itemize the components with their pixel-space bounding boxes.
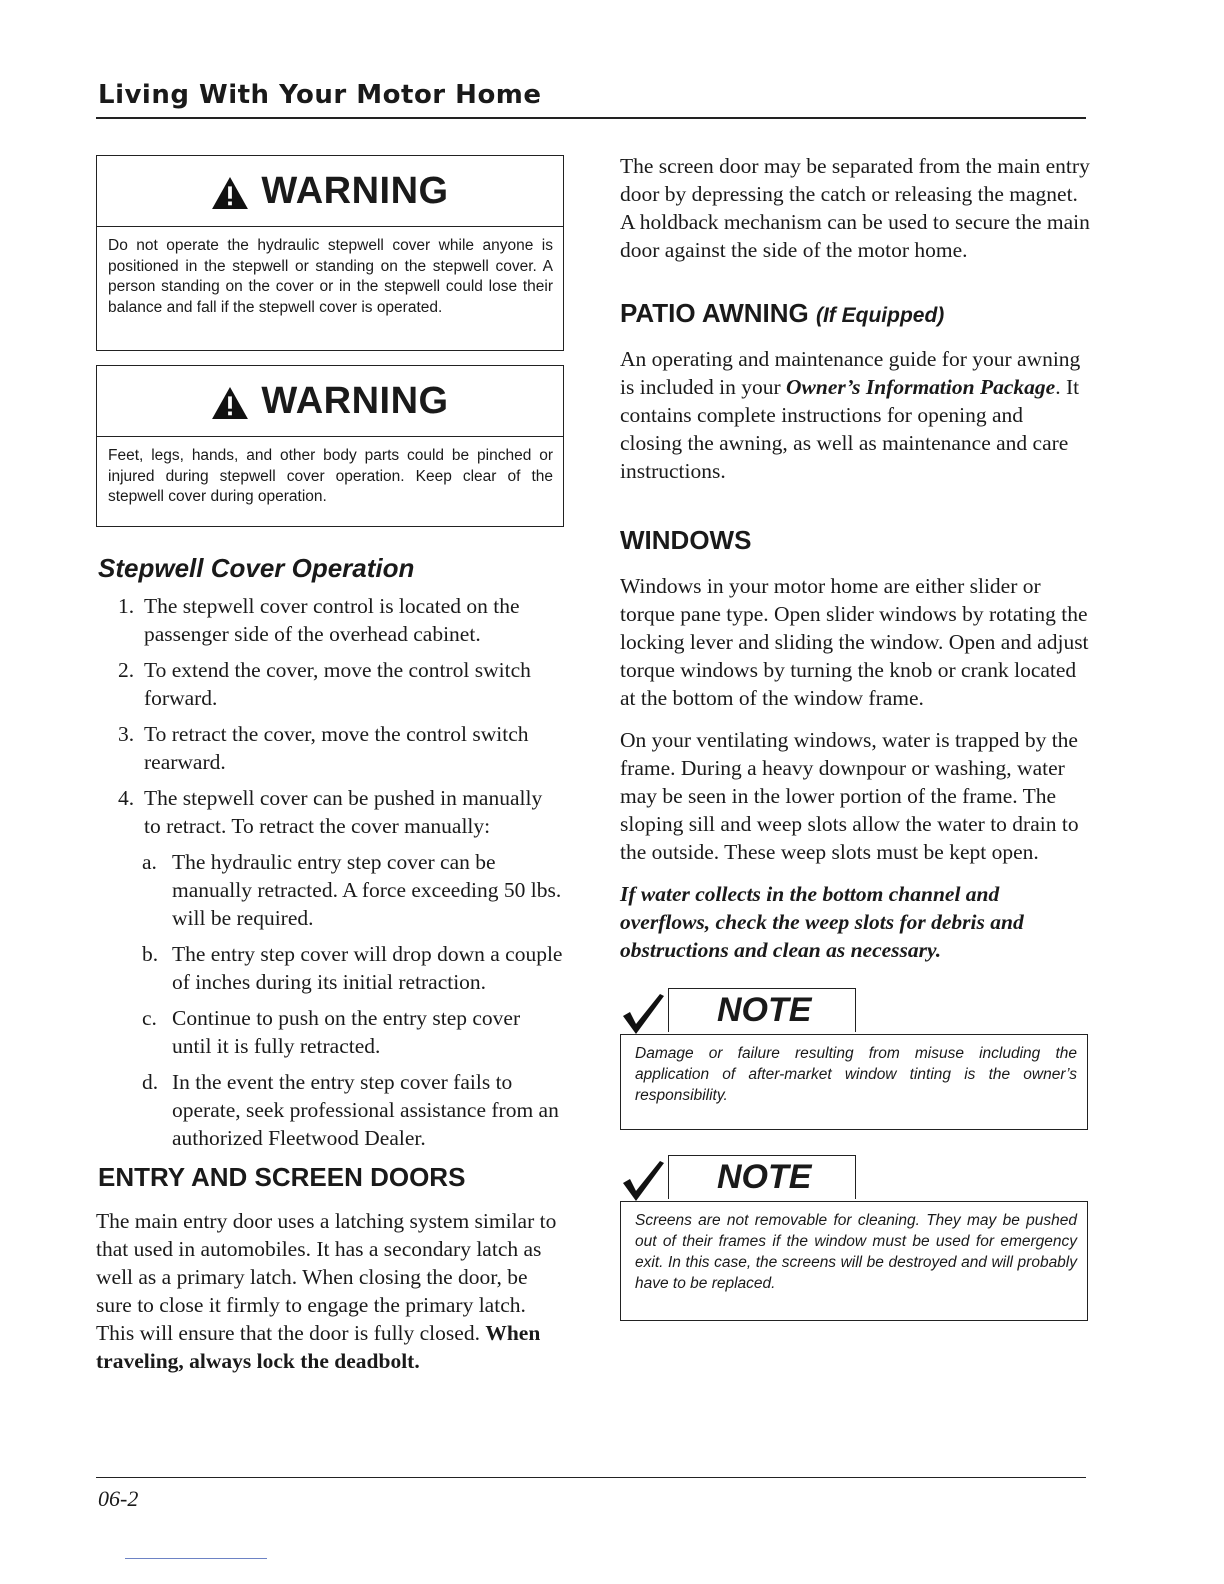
note-text: Screens are not removable for cleaning. They may be pushed out of their frames if the window must be used for emergency exit. In this case, the screens will be destroyed and will probably have to be replaced. bbox=[620, 1201, 1088, 1321]
screen-door-paragraph: The screen door may be separated from the main entry door by depressing the catch or releasing the magnet. A holdback mechanism can be used to secure the main door against the side of the motor home. bbox=[620, 154, 1090, 262]
list-item bbox=[96, 656, 564, 712]
substep-letter: b. bbox=[142, 942, 159, 966]
step-text: To extend the cover, move the control switch forward. bbox=[144, 658, 531, 710]
step-number: 3. bbox=[118, 722, 135, 746]
entry-doors-heading: ENTRY AND SCREEN DOORS bbox=[98, 1162, 466, 1192]
left-column bbox=[96, 155, 564, 1375]
patio-awning-title: PATIO AWNING bbox=[620, 298, 809, 328]
windows-heading: WINDOWS bbox=[620, 525, 752, 555]
scan-artifact-line bbox=[125, 1558, 267, 1559]
step-number: 2. bbox=[118, 658, 135, 682]
note-block-screens bbox=[620, 1155, 1090, 1325]
list-item bbox=[142, 940, 564, 996]
windows-paragraph-3: If water collects in the bottom channel and overflows, check the weep slots for debris and obstructions and clean as necessary. bbox=[620, 882, 1024, 962]
patio-awning-text-before: An operating and maintenance guide for your awning is included in your bbox=[620, 347, 1081, 399]
note-label: NOTE bbox=[668, 1155, 856, 1199]
list-item bbox=[142, 848, 564, 932]
patio-awning-emphasis: Owner’s Information Package bbox=[786, 375, 1056, 399]
list-item bbox=[142, 1068, 564, 1152]
substep-text: The hydraulic entry step cover can be manually retracted. A force exceeding 50 lbs. will be required. bbox=[172, 850, 562, 930]
note-label: NOTE bbox=[668, 988, 856, 1032]
warning-text: Do not operate the hydraulic stepwell cover while anyone is positioned in the stepwell or standing on the stepwell cover. A person standing on the cover or in the stepwell could lose their balance and fall if the stepwell cover is operated. bbox=[108, 237, 553, 316]
stepwell-heading: Stepwell Cover Operation bbox=[98, 553, 415, 583]
patio-awning-qualifier: (If Equipped) bbox=[815, 304, 945, 327]
warning-label: WARNING bbox=[261, 169, 449, 212]
windows-paragraph-1: Windows in your motor home are either slider or torque pane type. Open slider windows by rotating the locking lever and sliding the window. Open and adjust torque windows by turning the knob or crank located at the bottom of the window frame. bbox=[620, 574, 1089, 710]
step-text: To retract the cover, move the control switch rearward. bbox=[144, 722, 529, 774]
substep-letter: d. bbox=[142, 1070, 159, 1094]
substep-letter: a. bbox=[142, 850, 157, 874]
checkmark-icon bbox=[620, 1159, 666, 1203]
substep-letter: c. bbox=[142, 1006, 157, 1030]
step-text: The stepwell cover can be pushed in manually to retract. To retract the cover manually: bbox=[144, 786, 543, 838]
warning-header bbox=[97, 156, 563, 227]
entry-doors-text: The main entry door uses a latching system similar to that used in automobiles. It has a secondary latch as well as a primary latch. When closing the door, be sure to close it firmly to engage the primary latch. This will ensure that the door is fully closed. bbox=[96, 1209, 557, 1345]
list-item bbox=[96, 720, 564, 776]
entry-doors-bold-text: When traveling, always lock the deadbolt. bbox=[96, 1321, 541, 1373]
warning-triangle-icon bbox=[211, 176, 249, 210]
patio-awning-text-after: . It contains complete instructions for opening and closing the awning, as well as maintenance and care instructions. bbox=[620, 375, 1080, 483]
page-header-title: Living With Your Motor Home bbox=[98, 80, 542, 110]
footer-rule bbox=[96, 1477, 1086, 1478]
substep-text: Continue to push on the entry step cover until it is fully retracted. bbox=[172, 1006, 521, 1058]
windows-paragraph-2: On your ventilating windows, water is trapped by the frame. During a heavy downpour or washing, water may be seen in the lower portion of the frame. The sloping sill and weep slots allow the water to drain to the outside. These weep slots must be kept open. bbox=[620, 728, 1079, 864]
warning-box-stepwell-occupied bbox=[96, 155, 564, 351]
list-item bbox=[142, 1004, 564, 1060]
warning-text: Feet, legs, hands, and other body parts could be pinched or injured during stepwell cover operation. Keep clear of the stepwell cover during operation. bbox=[108, 447, 553, 505]
stepwell-substeps-list bbox=[144, 848, 564, 1152]
list-item bbox=[96, 784, 564, 1152]
note-text: Damage or failure resulting from misuse including the application of after-market window tinting is the owner’s responsibility. bbox=[620, 1034, 1088, 1130]
right-column bbox=[620, 152, 1090, 1325]
patio-awning-paragraph bbox=[620, 345, 1090, 485]
patio-awning-heading bbox=[620, 298, 1090, 329]
stepwell-steps-list bbox=[96, 592, 564, 1152]
substep-text: The entry step cover will drop down a couple of inches during its initial retraction. bbox=[172, 942, 563, 994]
list-item bbox=[96, 592, 564, 648]
warning-box-body-parts bbox=[96, 365, 564, 527]
page-number: 06-2 bbox=[98, 1486, 139, 1511]
substep-text: In the event the entry step cover fails to operate, seek professional assistance from an authorized Fleetwood Dealer. bbox=[172, 1070, 559, 1150]
header-rule bbox=[96, 117, 1086, 119]
warning-triangle-icon bbox=[211, 386, 249, 420]
step-number: 1. bbox=[118, 594, 135, 618]
warning-header bbox=[97, 366, 563, 437]
entry-doors-paragraph bbox=[96, 1207, 564, 1375]
warning-label: WARNING bbox=[261, 379, 449, 422]
note-block-tinting bbox=[620, 988, 1090, 1133]
checkmark-icon bbox=[620, 992, 666, 1036]
step-number: 4. bbox=[118, 786, 135, 810]
step-text: The stepwell cover control is located on the passenger side of the overhead cabinet. bbox=[144, 594, 520, 646]
